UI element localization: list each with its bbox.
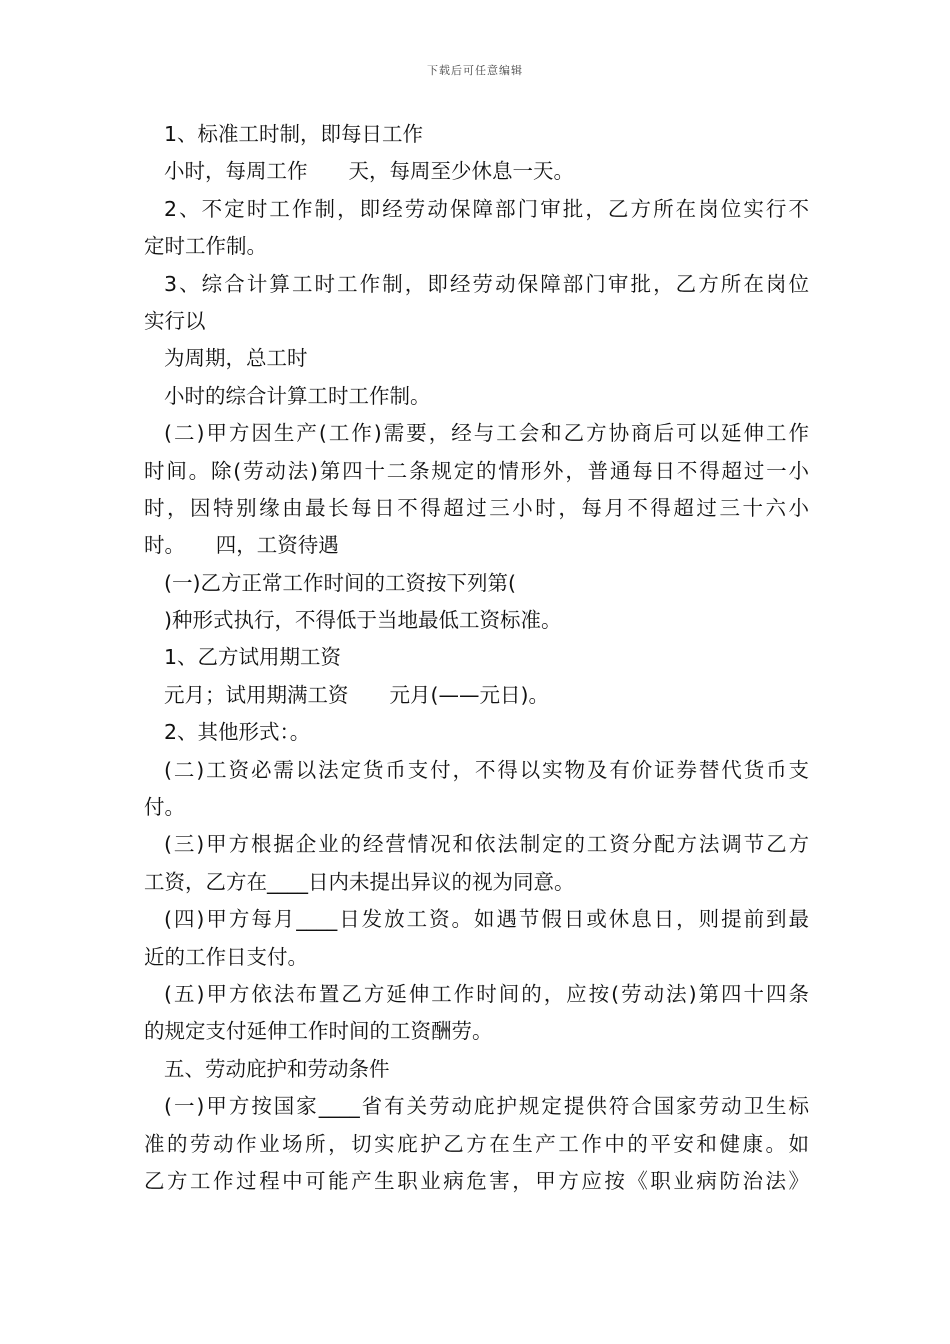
text-line: 工资，乙方在____日内未提出异议的视为同意。 <box>144 869 575 894</box>
text-line: 为周期，总工时 <box>164 346 308 371</box>
text-line: (四)甲方每月____日发放工资。如遇节假日或休息日，则提前到最 <box>164 907 809 932</box>
text-line: (五)甲方依法布置乙方延伸工作时间的，应按(劳动法)第四十四条 <box>164 981 809 1006</box>
document-body <box>144 116 809 1200</box>
text-line: (三)甲方根据企业的经营情况和依法制定的工资分配方法调节乙方 <box>164 832 809 857</box>
text-line: 小时的综合计算工时工作制。 <box>164 383 431 408</box>
text-line: (二)甲方因生产(工作)需要，经与工会和乙方协商后可以延伸工作 <box>164 421 809 446</box>
text-line: 近的工作日支付。 <box>144 944 308 969</box>
text-line: 2、其他形式：。 <box>164 720 311 745</box>
text-line: 元月；试用期满工资 元月(——元日)。 <box>164 682 549 707</box>
page-header-note: 下载后可任意编辑 <box>427 64 523 77</box>
text-line: 3、综合计算工时工作制，即经劳动保障部门审批，乙方所在岗位 <box>164 271 809 296</box>
text-line: (二)工资必需以法定货币支付，不得以实物及有价证券替代货币支 <box>164 757 809 782</box>
text-line: (一)甲方按国家____省有关劳动庇护规定提供符合国家劳动卫生标 <box>164 1094 809 1119</box>
text-line: 时，因特别缘由最长每日不得超过三小时，每月不得超过三十六小 <box>144 495 809 520</box>
text-line: 准的劳动作业场所，切实庇护乙方在生产工作中的平安和健康。如 <box>144 1131 809 1156</box>
text-line: 2、不定时工作制，即经劳动保障部门审批，乙方所在岗位实行不 <box>164 196 809 221</box>
text-line: (一)乙方正常工作时间的工资按下列第( <box>164 570 516 595</box>
text-line: 付。 <box>144 795 185 820</box>
text-line: 五、劳动庇护和劳动条件 <box>164 1056 390 1081</box>
text-line: 的规定支付延伸工作时间的工资酬劳。 <box>144 1019 493 1044</box>
text-line: 乙方工作过程中可能产生职业病危害，甲方应按《职业病防治法》 <box>144 1168 809 1193</box>
text-line: 定时工作制。 <box>144 234 267 259</box>
text-line: 时间。除(劳动法)第四十二条规定的情形外，普通每日不得超过一小 <box>144 458 809 483</box>
text-line: )种形式执行，不得低于当地最低工资标准。 <box>164 608 562 633</box>
text-line: 时。 四，工资待遇 <box>144 533 339 558</box>
text-line: 1、乙方试用期工资 <box>164 645 342 670</box>
text-line: 1、标准工时制，即每日工作 <box>164 122 424 146</box>
text-line: 实行以 <box>144 308 206 333</box>
text-line: 小时，每周工作 天，每周至少休息一天。 <box>164 159 574 184</box>
